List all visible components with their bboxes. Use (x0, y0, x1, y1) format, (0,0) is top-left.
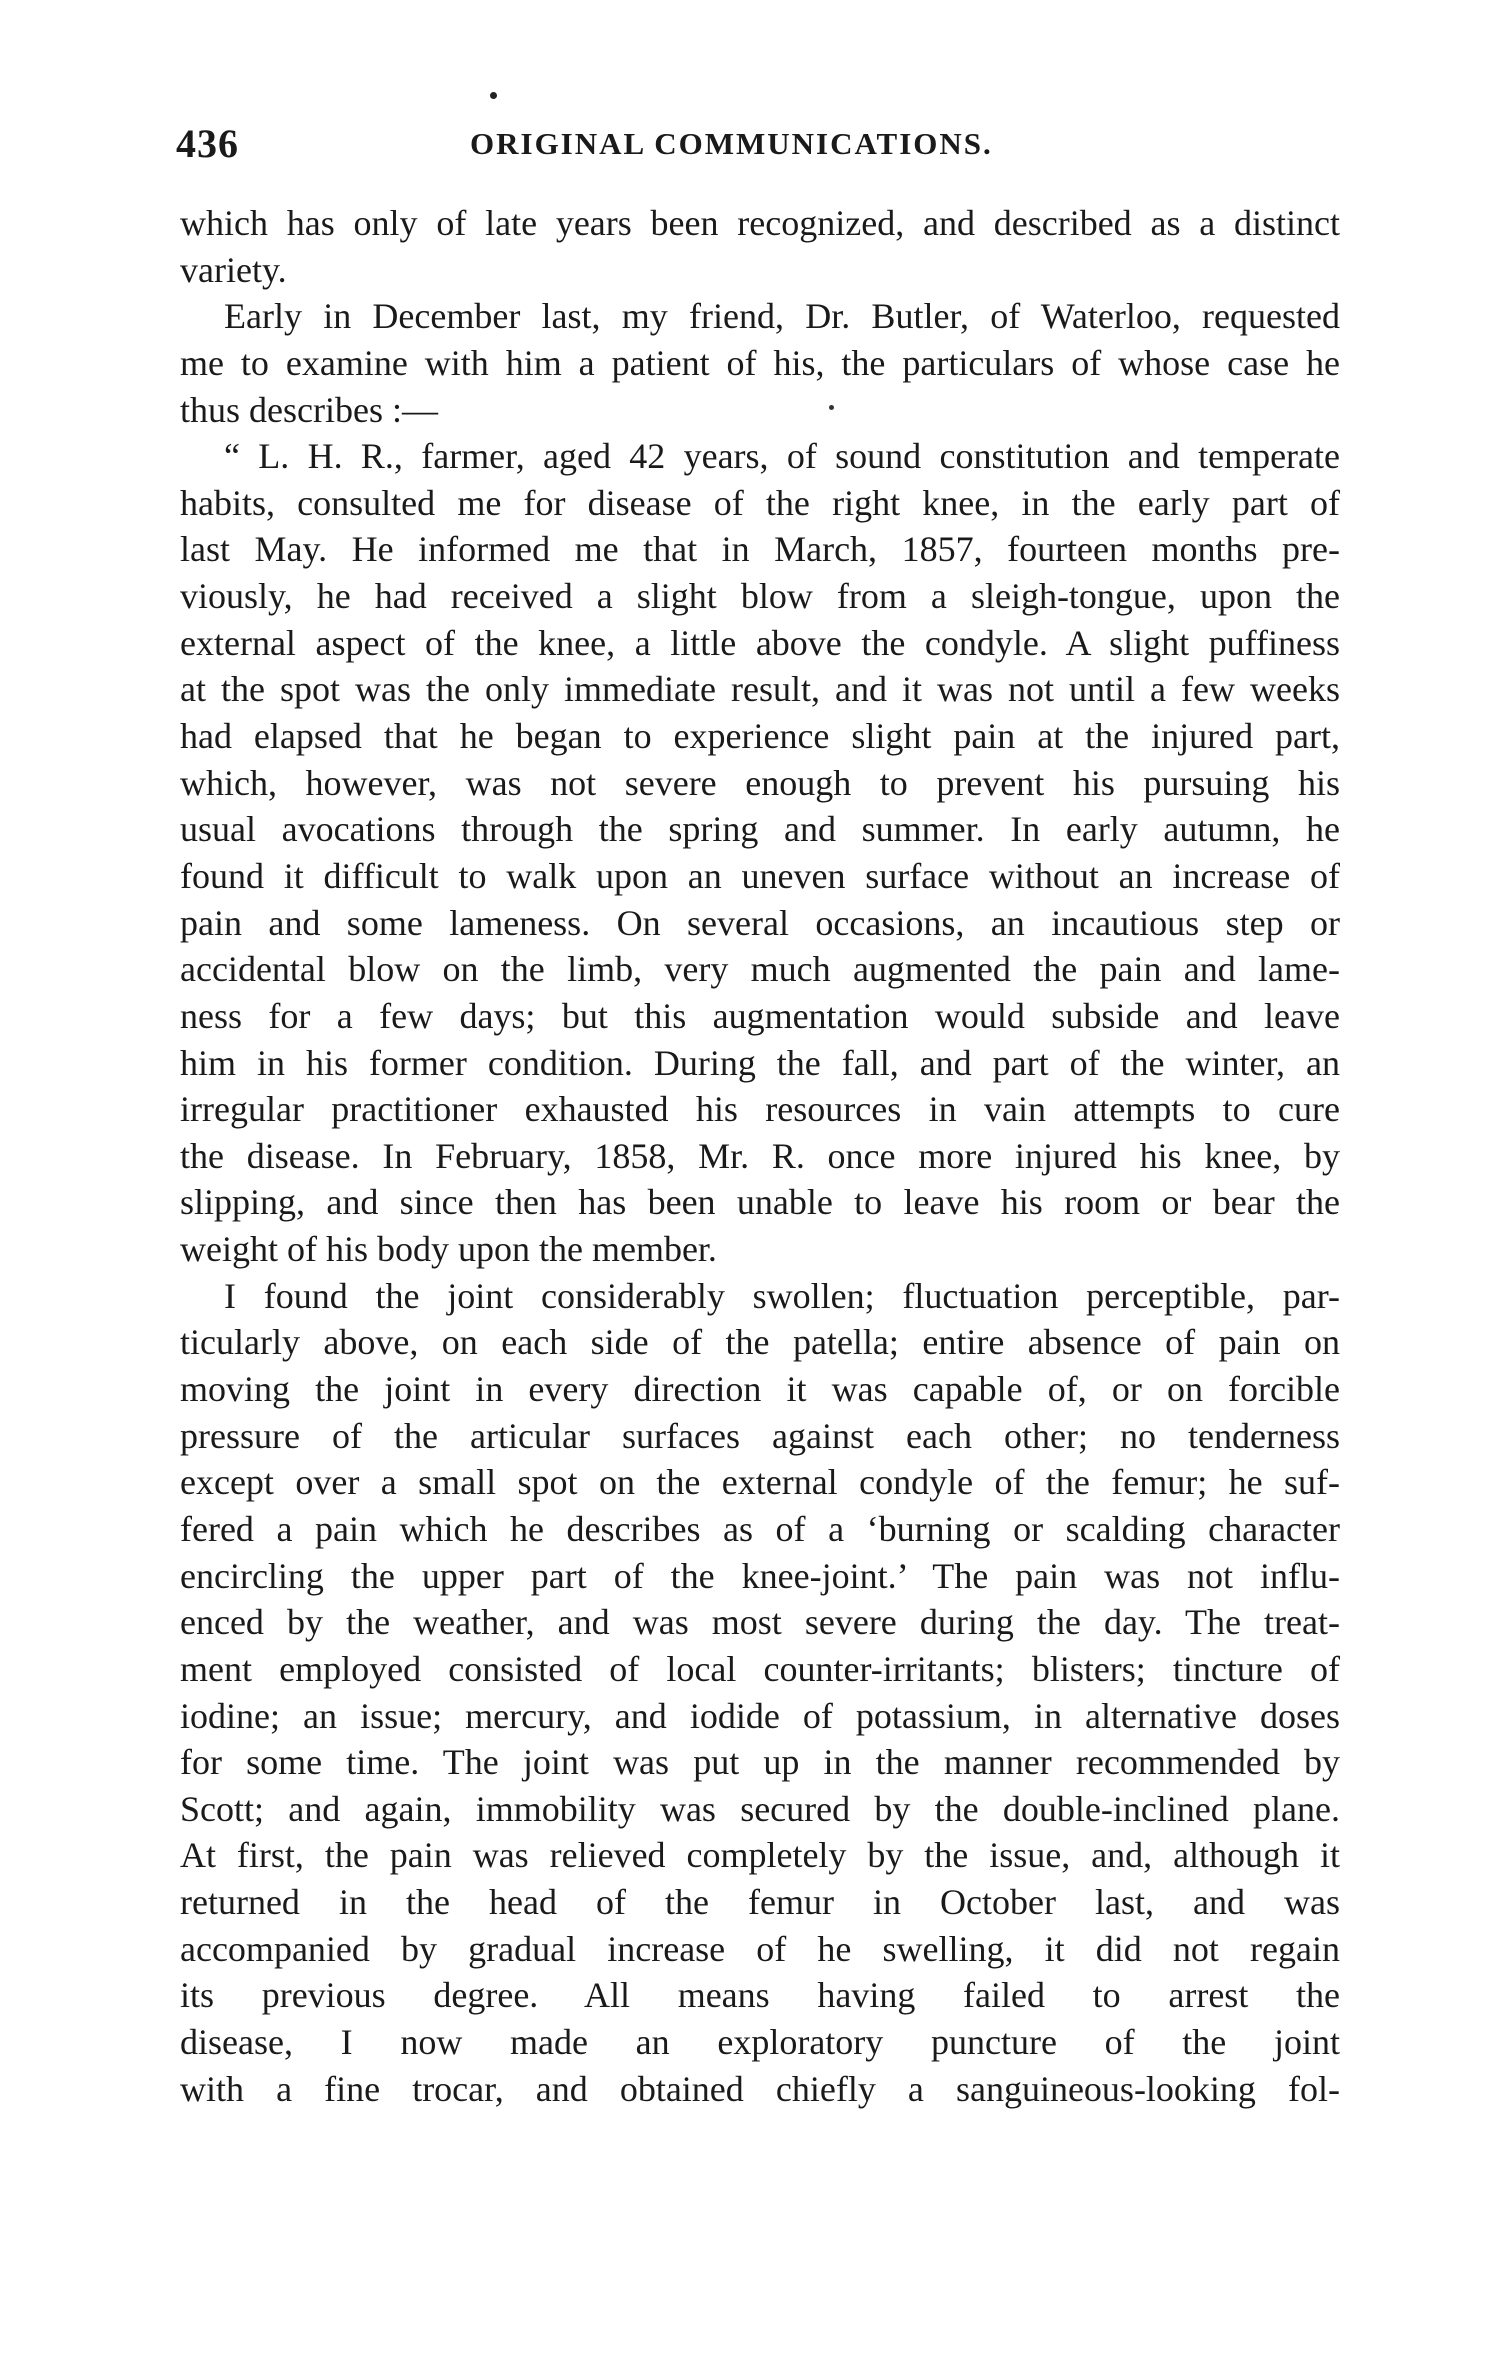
text-line: the disease. In February, 1858, Mr. R. once more injured his knee, by (180, 1135, 1340, 1176)
text-line: Scott; and again, immobility was secured by the double-inclined plane. (180, 1788, 1340, 1829)
text-line: accompanied by gradual increase of he swelling, it did not regain (180, 1928, 1340, 1969)
text-line: which has only of late years been recognized, and described as a distinct (180, 203, 1340, 243)
text-line: accidental blow on the limb, very much augmented the pain and lame- (180, 949, 1340, 990)
text-line: variety. (180, 249, 287, 290)
text-line: Early in December last, my friend, Dr. Butler, of Waterloo, requested (224, 296, 1340, 337)
text-line: At first, the pain was relieved completely by the issue, and, although it (180, 1835, 1340, 1876)
text-line: disease, I now made an exploratory puncture of the joint (180, 2021, 1340, 2062)
text-line: had elapsed that he began to experience slight pain at the injured part, (180, 716, 1340, 757)
text-line: encircling the upper part of the knee-joint.’ The pain was not influ- (180, 1555, 1340, 1596)
text-line: which, however, was not severe enough to prevent his pursuing his (180, 762, 1340, 803)
text-line: found it difficult to walk upon an uneven surface without an increase of (180, 855, 1340, 896)
page-header (176, 120, 1336, 180)
text-line: irregular practitioner exhausted his resources in vain attempts to cure (180, 1089, 1340, 1130)
text-line: enced by the weather, and was most severe during the day. The treat- (180, 1602, 1340, 1643)
text-line: last May. He informed me that in March, 1857, fourteen months pre- (180, 529, 1340, 570)
text-line: pressure of the articular surfaces against each other; no tenderness (180, 1415, 1340, 1456)
text-line: ness for a few days; but this augmentation would subside and leave (180, 995, 1340, 1036)
text-line: at the spot was the only immediate result, and it was not until a few weeks (180, 669, 1340, 710)
text-line: ticularly above, on each side of the patella; entire absence of pain on (180, 1322, 1340, 1363)
text-line: with a fine trocar, and obtained chiefly a sanguineous-looking fol- (180, 2068, 1340, 2109)
text-line: fered a pain which he describes as of a ‘burning or scalding character (180, 1508, 1340, 1549)
text-line: him in his former condition. During the fall, and part of the winter, an (180, 1042, 1340, 1083)
text-line: iodine; an issue; mercury, and iodide of potassium, in alternative doses (180, 1695, 1340, 1736)
text-line: pain and some lameness. On several occasions, an incautious step or (180, 902, 1340, 943)
body-text (180, 200, 1340, 2112)
text-line: slipping, and since then has been unable to leave his room or bear the (180, 1182, 1340, 1223)
text-line: external aspect of the knee, a little above the condyle. A slight puffiness (180, 622, 1340, 663)
text-line: “ L. H. R., farmer, aged 42 years, of sound constitution and temperate (224, 436, 1340, 477)
text-line: habits, consulted me for disease of the right knee, in the early part of (180, 482, 1340, 523)
text-line: its previous degree. All means having failed to arrest the (180, 1975, 1340, 2016)
text-line: for some time. The joint was put up in the manner recommended by (180, 1742, 1340, 1783)
text-line: I found the joint considerably swollen; fluctuation perceptible, par- (224, 1275, 1340, 1316)
text-line: except over a small spot on the external condyle of the femur; he suf- (180, 1462, 1340, 1503)
text-line: usual avocations through the spring and summer. In early autumn, he (180, 809, 1340, 850)
printer-dot-mark (490, 92, 497, 99)
text-line: weight of his body upon the member. (180, 1229, 717, 1270)
text-line: viously, he had received a slight blow from a sleigh-tongue, upon the (180, 576, 1340, 617)
running-head: ORIGINAL COMMUNICATIONS. (470, 126, 993, 161)
page-number: 436 (176, 121, 239, 166)
text-line: thus describes :— (180, 389, 438, 430)
text-line: ment employed consisted of local counter-irritants; blisters; tincture of (180, 1648, 1340, 1689)
text-line: moving the joint in every direction it was capable of, or on forcible (180, 1369, 1340, 1410)
text-line: me to examine with him a patient of his, the particulars of whose case he (180, 342, 1340, 383)
text-line: returned in the head of the femur in October last, and was (180, 1882, 1340, 1923)
